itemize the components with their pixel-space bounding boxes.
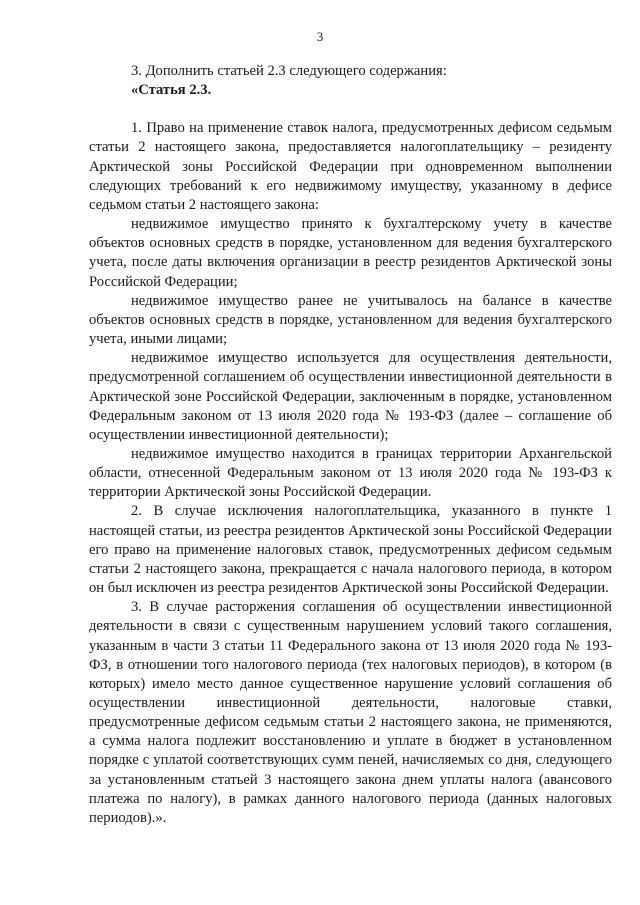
paragraph-requirement-2: недвижимое имущество ранее не учитывалось на балансе в качестве объектов основных средств в порядке, установленном для ведения бухгалтерского учета, иными лицами; <box>89 292 612 348</box>
amendment-intro: 3. Дополнить статьей 2.3 следующего содержания: <box>131 63 447 79</box>
article-title: «Статья 2.3. <box>131 82 212 99</box>
paragraph-requirement-1: недвижимое имущество принято к бухгалтерскому учету в качестве объектов основных средств в порядке, установленном для ведения бухгалтерского учета, после даты включения организации в реестр резидентов Арктической зоны Российской Федерации; <box>89 216 612 290</box>
document-body <box>89 62 612 828</box>
paragraph-requirement-3: недвижимое имущество используется для осуществления деятельности, предусмотренной соглашением об осуществлении инвестиционной деятельности в Арктической зоне Российской Федерации, заключенным в порядке, установленном Федеральным законом от 13 июля 2020 года № 193-ФЗ (далее – соглашение об осуществлении инвестиционной деятельности); <box>89 350 612 443</box>
paragraph-clause-1: 1. Право на применение ставок налога, предусмотренных дефисом седьмым статьи 2 настоящего закона, предоставляется налогоплательщику – резиденту Арктической зоны Российской Федерации при одновременном выполнении следующих требований к его недвижимому имуществу, указанному в дефисе седьмом статьи 2 настоящего закона: <box>89 120 612 213</box>
page-number: 3 <box>316 29 324 44</box>
paragraph-clause-3: 3. В случае расторжения соглашения об осуществлении инвестиционной деятельности в связи с существенным нарушением условий такого соглашения, указанным в части 3 статьи 11 Федерального закона от 13 июля 2020 года № 193-ФЗ, в отношении того налогового периода (тех налоговых периодов), в котором (в которых) имело место данное существенное нарушение условий соглашения об осуществлении инвестиционной деятельности, налоговые ставки, предусмотренные дефисом седьмым статьи 2 настоящего закона, не применяются, а сумма налога подлежит восстановлению и уплате в бюджет в установленном порядке с уплатой соответствующих сумм пеней, начисляемых со дня, следующего за установленным статьей 3 настоящего закона днем уплаты налога (авансового платежа по налогу), в рамках данного налогового периода (данных налоговых периодов).». <box>89 599 612 826</box>
paragraph-clause-2: 2. В случае исключения налогоплательщика, указанного в пункте 1 настоящей статьи, из реестра резидентов Арктической зоны Российской Федерации его право на применение налоговых ставок, предусмотренных дефисом седьмым статьи 2 настоящего закона, прекращается с начала налогового периода, в котором он был исключен из реестра резидентов Арктической зоны Российской Федерации. <box>89 503 612 597</box>
paragraph-requirement-4: недвижимое имущество находится в границах территории Архангельской области, отнесенной Федеральным законом от 13 июля 2020 года № 193-ФЗ к территории Арктической зоны Российской Федерации. <box>89 445 612 501</box>
